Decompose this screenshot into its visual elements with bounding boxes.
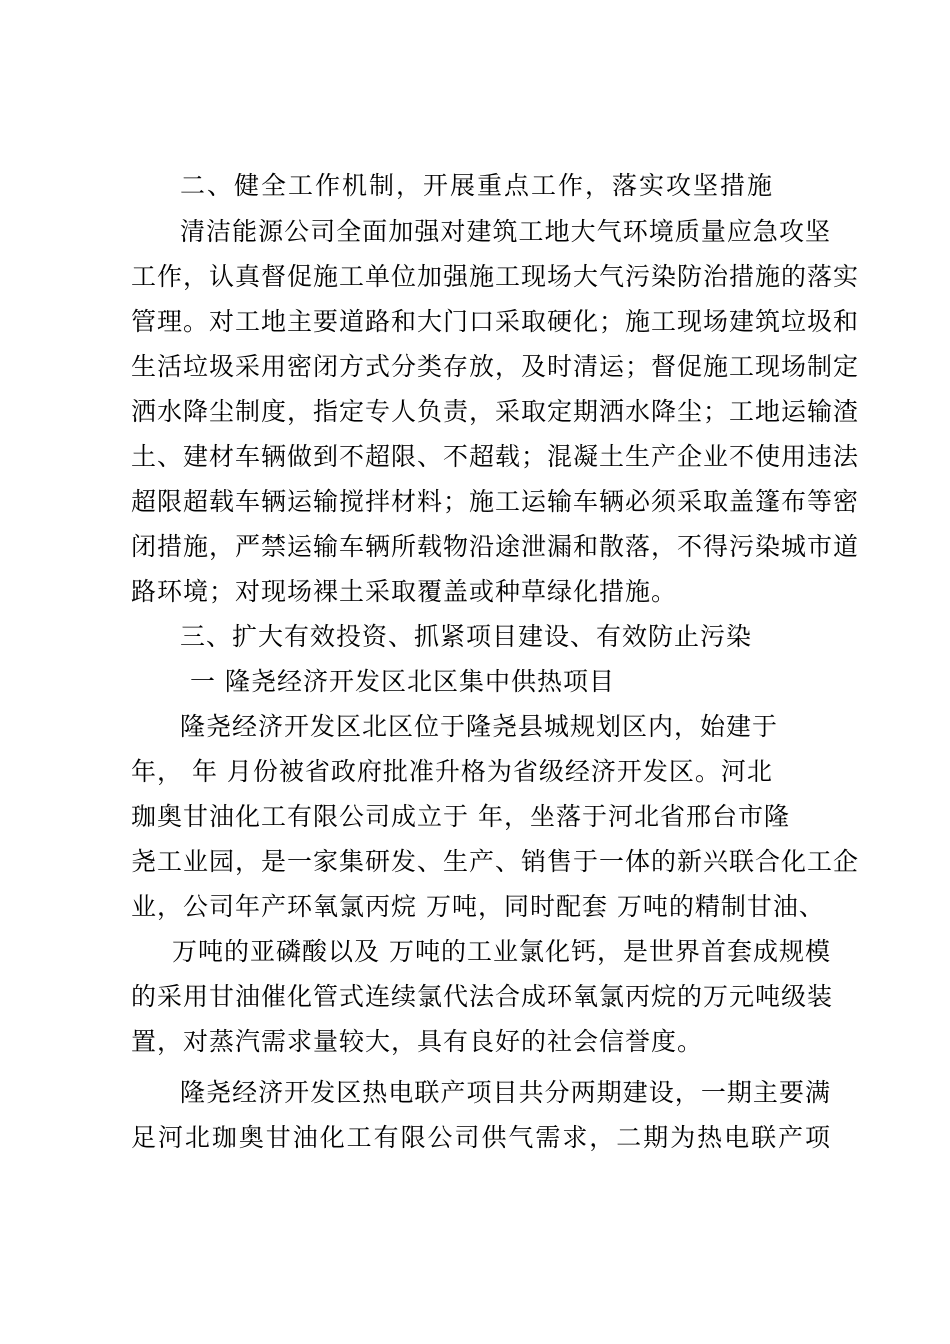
section-heading-3: 三、扩大有效投资、抓紧项目建设、有效防止污染 (180, 622, 753, 651)
paragraph-line: 的采用甘油催化管式连续氯代法合成环氧氯丙烷的万元吨级装 (131, 982, 834, 1011)
paragraph-line: 生活垃圾采用密闭方式分类存放，及时清运；督促施工现场制定 (131, 352, 860, 381)
paragraph-line: 闭措施，严禁运输车辆所载物沿途泄漏和散落，不得污染城市道 (131, 532, 860, 561)
paragraph-line: 年， 年 月份被省政府批准升格为省级经济开发区。河北 (131, 757, 773, 786)
paragraph-line: 足河北珈奥甘油化工有限公司供气需求，二期为热电联产项 (131, 1123, 831, 1152)
paragraph-line: 洒水降尘制度，指定专人负责，采取定期洒水降尘；工地运输渣 (131, 397, 860, 426)
paragraph-line: 工作，认真督促施工单位加强施工现场大气污染防治措施的落实 (131, 262, 860, 291)
paragraph-line: 超限超载车辆运输搅拌材料；施工运输车辆必须采取盖篷布等密 (131, 487, 860, 516)
paragraph-line: 尧工业园，是一家集研发、生产、销售于一体的新兴联合化工企 (131, 847, 860, 876)
paragraph-line: 清洁能源公司全面加强对建筑工地大气环境质量应急攻坚 (180, 217, 831, 246)
paragraph-line: 路环境；对现场裸土采取覆盖或种草绿化措施。 (131, 577, 678, 606)
paragraph-line: 隆尧经济开发区热电联产项目共分两期建设，一期主要满 (180, 1078, 831, 1107)
paragraph-line: 珈奥甘油化工有限公司成立于 年，坐落于河北省邢台市隆 (131, 802, 790, 831)
paragraph-line: 隆尧经济开发区北区位于隆尧县城规划区内，始建于 (180, 712, 779, 741)
paragraph-line: 万吨的亚磷酸以及 万吨的工业氯化钙，是世界首套成规模 (172, 937, 831, 966)
paragraph-line: 土、建材车辆做到不超限、不超载；混凝土生产企业不使用违法 (131, 442, 860, 471)
paragraph-line: 业，公司年产环氧氯丙烷 万吨，同时配套 万吨的精制甘油、 (131, 892, 825, 921)
subsection-heading: 一 隆尧经济开发区北区集中供热项目 (190, 667, 615, 696)
paragraph-line: 管理。对工地主要道路和大门口采取硬化；施工现场建筑垃圾和 (131, 307, 860, 336)
paragraph-line: 置，对蒸汽需求量较大，具有良好的社会信誉度。 (131, 1027, 704, 1056)
section-heading-2: 二、健全工作机制，开展重点工作，落实攻坚措施 (180, 171, 775, 200)
